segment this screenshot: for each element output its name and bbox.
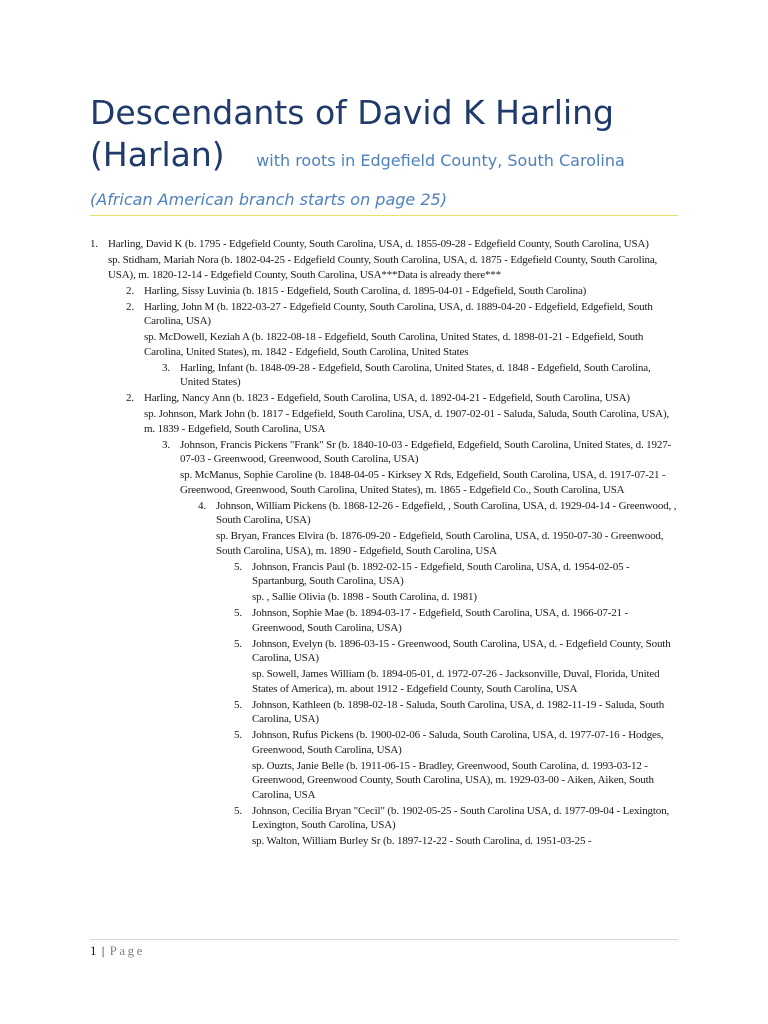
person-line (90, 300, 678, 329)
descendant-entry (90, 698, 678, 727)
descendant-list (90, 237, 678, 850)
spouse-line: sp. Sowell, James William (b. 1894-05-01, d. 1972-07-26 - Jacksonville, Duval, Florida, United States of America), m. about 1912 - Edgefield County, South Carolina, USA (252, 668, 660, 695)
person-text: Johnson, Cecilia Bryan "Cecil" (b. 1902-05-25 - South Carolina USA, d. 1977-09-04 - Lexington, Lexington, South Carolina, USA) (252, 804, 670, 831)
generation-number: 5. (234, 729, 242, 741)
person-text: Johnson, Francis Pickens "Frank" Sr (b. 1840-10-03 - Edgefield, Edgefield, South Carolina, United States, d. 1927-07-03 - Greenwood, Greenwood, South Carolina, USA) (180, 438, 672, 465)
person-text: Harling, David K (b. 1795 - Edgefield County, South Carolina, USA, d. 1855-09-28 - Edgefield County, South Carolina, USA) (108, 238, 649, 250)
generation-number: 1. (90, 238, 98, 250)
descendant-entry (90, 438, 678, 498)
person-text: Harling, Infant (b. 1848-09-28 - Edgefield, South Carolina, United States, d. 1848 - Edgefield, South Carolina, United States) (180, 361, 651, 388)
page-label: Page (109, 943, 145, 958)
person-text: Johnson, Francis Paul (b. 1892-02-15 - Edgefield, South Carolina, USA, d. 1954-02-05 - Spartanburg, South Carolina, USA) (252, 560, 630, 587)
person-line (90, 237, 678, 252)
footer-divider (90, 939, 678, 940)
person-line (90, 606, 678, 635)
title-text: Descendants of David K Harling (Harlan) (90, 93, 614, 174)
descendant-entry (90, 237, 678, 282)
descendant-entry (90, 637, 678, 697)
person-line (90, 804, 678, 833)
descendant-entry (90, 804, 678, 849)
person-text: Johnson, Sophie Mae (b. 1894-03-17 - Edgefield, South Carolina, USA, d. 1966-07-21 - Greenwood, South Carolina, USA) (252, 607, 629, 634)
descendant-entry (90, 728, 678, 802)
person-text: Harling, John M (b. 1822-03-27 - Edgefield County, South Carolina, USA, d. 1889-04-20 - Edgefield, Edgefield, South Carolina, USA) (144, 300, 653, 327)
generation-number: 2. (126, 300, 134, 313)
person-text: Johnson, William Pickens (b. 1868-12-26 - Edgefield, , South Carolina, USA, d. 1929-04-14 - Greenwood, , South Carolina, USA) (216, 499, 677, 526)
spouse-line: sp. McManus, Sophie Caroline (b. 1848-04-05 - Kirksey X Rds, Edgefield, South Carolina, USA, d. 1917-07-21 - Greenwood, Greenwood, South Carolina, United States), m. 1865 - Edgefield Co., South Carolina, USA (180, 469, 666, 496)
person-text: Harling, Sissy Luvinia (b. 1815 - Edgefield, South Carolina, d. 1895-04-01 - Edgefield, South Carolina) (144, 284, 587, 297)
descendant-entry (90, 606, 678, 635)
spouse-line: sp. Johnson, Mark John (b. 1817 - Edgefield, South Carolina, USA, d. 1907-02-01 - Saluda, Saluda, South Carolina, USA), m. 1839 - Edgefield, South Carolina, USA (144, 408, 670, 435)
person-line (90, 361, 678, 390)
document-page (90, 0, 678, 1024)
page-number: 1 (90, 943, 97, 958)
descendant-entry (90, 560, 678, 605)
descendant-entry (90, 284, 678, 299)
generation-number: 4. (198, 499, 206, 512)
person-line (90, 284, 678, 299)
generation-number: 5. (234, 804, 242, 817)
footer-separator: | (101, 943, 105, 958)
person-text: Johnson, Evelyn (b. 1896-03-15 - Greenwood, South Carolina, USA, d. - Edgefield County, South Carolina, USA) (252, 637, 671, 664)
branch-note: (African American branch starts on page 25) (90, 190, 447, 209)
generation-number: 5. (234, 607, 242, 619)
person-text: Johnson, Kathleen (b. 1898-02-18 - Saluda, South Carolina, USA, d. 1982-11-19 - Saluda, South Carolina, USA) (252, 698, 665, 725)
person-line (90, 560, 678, 589)
spouse-line: sp. Bryan, Frances Elvira (b. 1876-09-20 - Edgefield, South Carolina, USA, d. 1950-07-30 - Greenwood, South Carolina, USA), m. 1890 - Edgefield, South Carolina, USA (216, 530, 664, 557)
generation-number: 3. (162, 438, 170, 451)
title-divider (90, 215, 678, 216)
generation-number: 2. (126, 392, 134, 404)
spouse-line: sp. Ouzts, Janie Belle (b. 1911-06-15 - Bradley, Greenwood, South Carolina, d. 1993-03-12 - Greenwood, Greenwood County, South Carolina, USA), m. 1929-03-00 - Aiken, Aiken, South Carolina, USA (252, 759, 654, 801)
spouse-line: sp. Stidham, Mariah Nora (b. 1802-04-25 - Edgefield County, South Carolina, USA, d. 1875 - Edgefield County, South Carolina, USA), m. 1820-12-14 - Edgefield County, South Carolina, USA***Data is already there*** (108, 254, 658, 281)
person-line (90, 637, 678, 666)
person-line (90, 499, 678, 528)
person-line (90, 438, 678, 467)
subtitle: with roots in Edgefield County, South Carolina (256, 151, 625, 170)
spouse-line: sp. Walton, William Burley Sr (b. 1897-12-22 - South Carolina, d. 1951-03-25 - (252, 835, 592, 847)
descendant-entry (90, 361, 678, 390)
page-footer (90, 942, 145, 960)
generation-number: 5. (234, 698, 242, 711)
descendant-entry (90, 300, 678, 360)
person-text: Johnson, Rufus Pickens (b. 1900-02-06 - Saluda, South Carolina, USA, d. 1977-07-16 - Hodges, Greenwood, South Carolina, USA) (252, 729, 664, 756)
descendant-entry (90, 391, 678, 436)
page-title (90, 92, 678, 176)
generation-number: 2. (126, 284, 134, 297)
person-text: Harling, Nancy Ann (b. 1823 - Edgefield, South Carolina, USA, d. 1892-04-21 - Edgefield, South Carolina, USA) (144, 392, 630, 404)
person-line (90, 728, 678, 757)
generation-number: 5. (234, 560, 242, 573)
person-line (90, 391, 678, 406)
generation-number: 3. (162, 361, 170, 374)
generation-number: 5. (234, 637, 242, 650)
spouse-line: sp. , Sallie Olivia (b. 1898 - South Carolina, d. 1981) (252, 591, 477, 603)
person-line (90, 698, 678, 727)
spouse-line: sp. McDowell, Keziah A (b. 1822-08-18 - Edgefield, South Carolina, United States, d. 1898-01-21 - Edgefield, South Carolina, United States), m. 1842 - Edgefield, South Carolina, United States (144, 331, 644, 358)
descendant-entry (90, 499, 678, 559)
